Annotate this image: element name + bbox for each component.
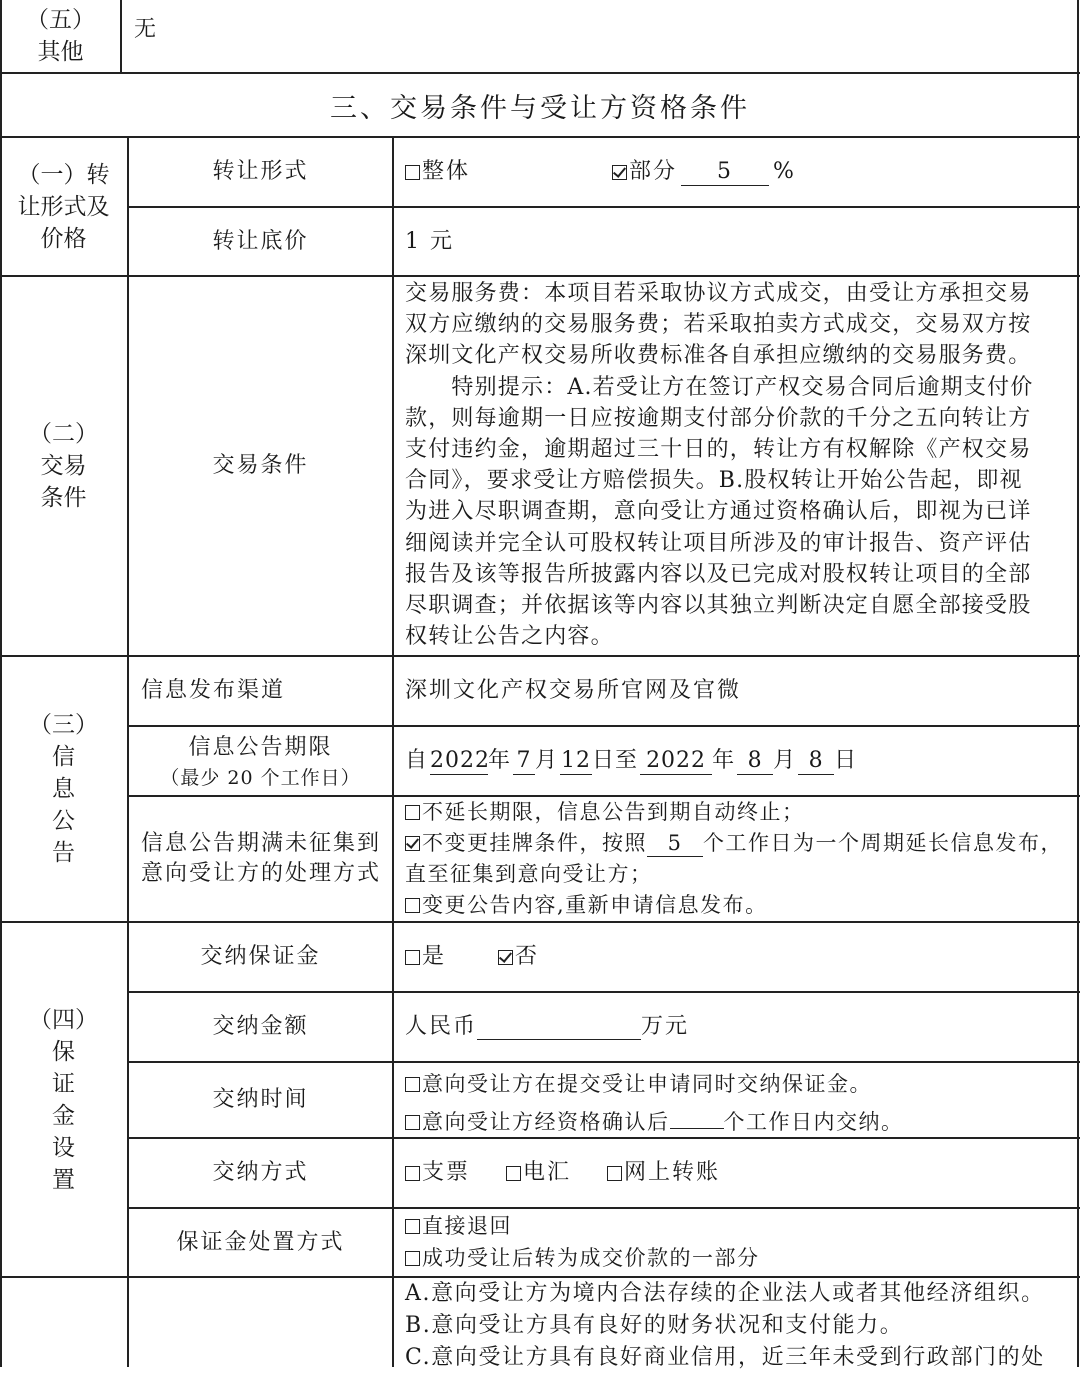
expire-cycle-days: 5	[647, 830, 703, 857]
checkbox-icon[interactable]	[405, 1115, 420, 1130]
dispose-option-2[interactable]	[405, 1243, 760, 1273]
amount-suffix: 万元	[641, 1014, 690, 1039]
expire-label	[129, 797, 392, 921]
checkbox-icon[interactable]	[405, 950, 420, 965]
period-from: 自	[405, 748, 429, 773]
section-3-label-line: 公	[52, 808, 75, 834]
section-5-value: 无	[134, 17, 159, 42]
period-end-month: 8	[737, 748, 773, 775]
checkbox-icon[interactable]	[405, 165, 420, 180]
section-4-label-line: 金	[52, 1102, 75, 1129]
period-month-1: 月	[535, 748, 559, 773]
period-month-2: 月	[773, 748, 797, 773]
checkbox-icon[interactable]	[405, 898, 420, 913]
condition-line: 双方应缴纳的交易服务费；若采取拍卖方式成交，交易双方按	[405, 312, 1032, 337]
qualification-line: A.意向受让方为境内合法存续的企业法人或者其他经济组织。	[405, 1281, 1045, 1306]
condition-line: 为进入尽职调查期，意向受让方通过资格确认后，即视为已详	[405, 499, 1032, 524]
dispose-option-2-label: 成功受让后转为成交价款的一部分	[422, 1246, 760, 1270]
condition-line: 细阅读并完全认可股权转让项目所涉及的审计报告、资产评估	[405, 531, 1032, 556]
section-1-label-line: 让形式及	[17, 193, 110, 220]
expire-option-2-text-b: 个工作日为一个周期延长信息发布，	[703, 831, 1063, 855]
section-title: 三、交易条件与受让方资格条件	[330, 92, 750, 124]
period-start-year: 2022	[430, 747, 491, 773]
expire-option-1-label: 不延长期限，信息公告到期自动终止；	[422, 800, 805, 824]
method-online-label: 网上转账	[624, 1160, 721, 1185]
expire-option-2-continued: 直至征集到意向受让方；	[405, 862, 653, 886]
time-option-2-text-b: 个工作日内交纳。	[723, 1110, 904, 1134]
time-label: 交纳时间	[212, 1087, 309, 1112]
condition-line: 支付违约金，逾期超过三十日的，转让方有权解除《产权交易	[405, 437, 1032, 462]
transfer-form-options	[405, 138, 1075, 206]
checkbox-icon[interactable]	[405, 1077, 420, 1092]
section-3-label-line: 信	[52, 744, 75, 770]
section-1-label-line: （一）转	[17, 161, 110, 188]
checkbox-icon[interactable]	[405, 805, 420, 820]
condition-line: 特别提示：A.若受让方在签订产权交易合同后逾期支付价	[405, 375, 1034, 400]
checkbox-icon[interactable]	[405, 1251, 420, 1266]
section-4-label-line: 置	[52, 1166, 75, 1193]
expire-option-1[interactable]	[405, 797, 805, 827]
period-value	[405, 727, 1075, 795]
method-options	[405, 1139, 1075, 1207]
section-2-label-line: （二）	[29, 421, 98, 447]
section-2-label	[0, 277, 127, 655]
option-whole[interactable]	[405, 157, 470, 187]
period-end-year: 2022	[640, 748, 712, 775]
section-1-label-line: 价格	[40, 225, 87, 252]
method-wire[interactable]	[506, 1158, 571, 1188]
amount-field[interactable]	[477, 1015, 641, 1040]
part-percent-value: 5	[681, 159, 769, 186]
deposit-no[interactable]	[498, 942, 539, 972]
expire-option-2-text-a: 不变更挂牌条件，按照	[422, 831, 647, 855]
expire-option-3[interactable]	[405, 890, 768, 920]
section-2-label-line: 条件	[40, 485, 87, 511]
section-3-label	[0, 657, 127, 921]
time-option-1-label: 意向受让方在提交受让申请同时交纳保证金。	[422, 1072, 872, 1096]
period-year-2: 年	[712, 748, 736, 773]
method-wire-label: 电汇	[523, 1160, 572, 1185]
deposit-yes-label: 是	[422, 944, 447, 969]
expire-label-line: 意向受让方的处理方式	[141, 861, 382, 886]
condition-line: 款，则每逾期一日应按逾期支付部分价款的千分之五向转让方	[405, 406, 1032, 431]
checkbox-icon[interactable]	[506, 1166, 521, 1181]
period-end-day: 8	[798, 748, 834, 775]
period-year-1: 年	[488, 748, 512, 773]
section-1-label	[0, 138, 127, 275]
time-days-field[interactable]	[670, 1106, 724, 1129]
section-5-label-line2: 其他	[37, 39, 84, 65]
checkbox-checked-icon[interactable]	[498, 950, 513, 965]
time-option-2[interactable]	[405, 1106, 904, 1137]
section-4-label-line: 保	[52, 1038, 75, 1065]
checkbox-icon[interactable]	[405, 1219, 420, 1234]
time-option-1[interactable]	[405, 1069, 872, 1099]
channel-label: 信息发布渠道	[141, 678, 286, 703]
section-4-label-line: （四）	[29, 1006, 98, 1033]
period-to: 日至	[592, 748, 639, 773]
method-online[interactable]	[607, 1158, 720, 1188]
trade-condition-label: 交易条件	[212, 453, 309, 478]
method-cheque-label: 支票	[422, 1160, 471, 1185]
expire-label-line: 信息公告期满未征集到	[141, 831, 382, 856]
section-5-label-line1: （五）	[26, 7, 95, 33]
condition-line: 合同》，要求受让方赔偿损失。B.股权转让开始公告起，即视	[405, 468, 1023, 493]
period-start-month: 7	[513, 748, 535, 775]
qualification-line: B.意向受让方具有良好的财务状况和支付能力。	[405, 1313, 904, 1338]
price-label: 转让底价	[212, 228, 309, 254]
amount-value	[405, 993, 1075, 1061]
period-label-main: 信息公告期限	[188, 734, 333, 760]
period-start-day: 12	[561, 747, 592, 773]
qualification-line: C.意向受让方具有良好商业信用，近三年未受到行政部门的处	[405, 1345, 1045, 1370]
period-label	[129, 727, 392, 795]
section-2-label-line: 交易	[40, 453, 87, 479]
method-cheque[interactable]	[405, 1158, 470, 1188]
section-3-label-line: 息	[52, 776, 75, 802]
checkbox-icon[interactable]	[607, 1166, 622, 1181]
channel-value: 深圳文化产权交易所官网及官微	[405, 678, 742, 703]
condition-line: 尽职调查；并依据该等内容以其独立判断决定自愿全部接受股	[405, 593, 1032, 618]
checkbox-checked-icon[interactable]	[612, 165, 627, 180]
period-day-2: 日	[834, 748, 858, 773]
section-4-label-line: 设	[52, 1134, 75, 1161]
condition-line: 交易服务费：本项目若采取协议方式成交，由受让方承担交易	[405, 281, 1032, 306]
price-value: 1 元	[405, 228, 454, 254]
method-label: 交纳方式	[212, 1160, 309, 1185]
deposit-yes[interactable]	[405, 942, 446, 972]
period-label-sub: （最少 20 个工作日）	[160, 766, 361, 789]
expire-option-3-label: 变更公告内容,重新申请信息发布。	[422, 893, 768, 917]
condition-line: 权转让公告之内容。	[405, 624, 614, 649]
condition-line: 深圳文化产权交易所收费标准各自承担应缴纳的交易服务费。	[405, 343, 1032, 368]
dispose-option-1-label: 直接退回	[422, 1214, 512, 1238]
expire-option-2[interactable]	[405, 828, 1063, 858]
section-3-label-line: （三）	[29, 712, 98, 738]
option-part[interactable]	[612, 157, 677, 187]
section-4-label	[0, 923, 127, 1276]
option-whole-label: 整体	[422, 159, 471, 184]
section-4-label-line: 证	[52, 1070, 75, 1097]
percent-sign: %	[773, 159, 796, 184]
amount-prefix: 人民币	[405, 1014, 478, 1039]
checkbox-icon[interactable]	[405, 1166, 420, 1181]
amount-label: 交纳金额	[212, 1014, 309, 1039]
section-3-label-line: 告	[52, 840, 75, 866]
deposit-no-label: 否	[515, 944, 540, 969]
transfer-form-label: 转让形式	[212, 159, 309, 184]
option-part-label: 部分	[629, 159, 678, 184]
section-5-label	[0, 0, 121, 72]
deposit-options	[405, 923, 1075, 991]
dispose-label: 保证金处置方式	[176, 1229, 345, 1255]
dispose-option-1[interactable]	[405, 1211, 512, 1241]
checkbox-checked-icon[interactable]	[405, 836, 420, 851]
condition-line: 报告及该等报告所披露内容以及已完成对股权转让项目的全部	[405, 562, 1032, 587]
time-option-2-text-a: 意向受让方经资格确认后	[422, 1110, 670, 1134]
deposit-label: 交纳保证金	[200, 944, 321, 969]
